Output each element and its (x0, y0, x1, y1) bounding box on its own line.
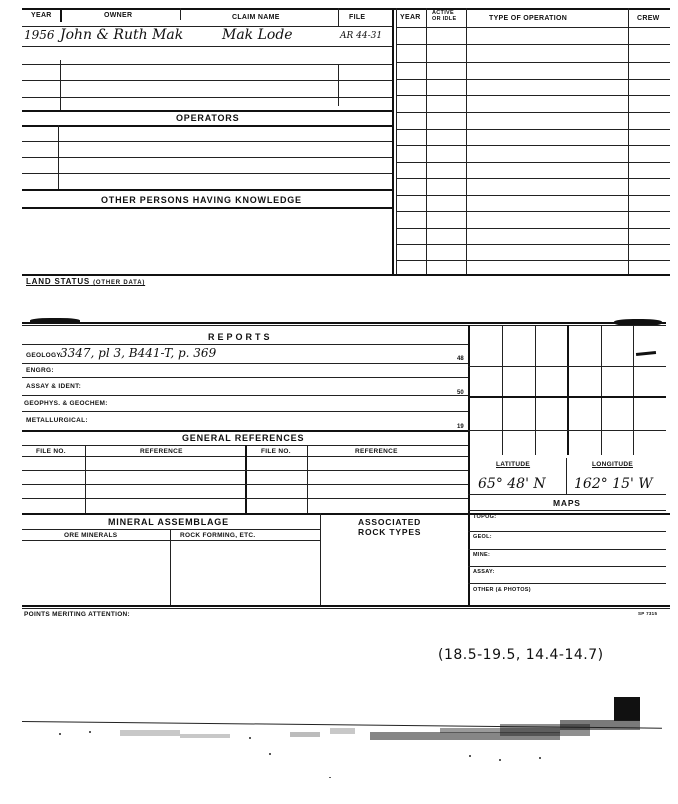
coords-note: (18.5-19.5, 14.4-14.7) (438, 647, 604, 663)
owner-col-year (60, 60, 61, 110)
topog-label: TOPOG: (473, 514, 497, 520)
bottom-border (22, 605, 670, 607)
grid-col-3 (567, 325, 569, 455)
report-row-1 (22, 363, 468, 364)
crew-header: CREW (637, 15, 660, 22)
points-meriting-label: POINTS MERITING ATTENTION: (24, 611, 131, 618)
op-row-3 (396, 79, 670, 80)
reference-header-2: REFERENCE (355, 448, 398, 455)
assay-label: ASSAY & IDENT: (26, 383, 82, 390)
op-row-7 (396, 145, 670, 146)
type-of-operation-header: TYPE OF OPERATION (489, 15, 568, 22)
grid-row-2 (468, 396, 666, 398)
latlong-bottom (468, 494, 666, 495)
owner-col-file (338, 64, 339, 106)
other-persons-bottom (22, 207, 392, 209)
entry-year: 1956 (24, 28, 55, 42)
scan-noise (20, 718, 670, 778)
entry-file: AR 44-31 (340, 31, 383, 41)
claim-name-header: CLAIM NAME (232, 14, 280, 21)
owner-row-4 (22, 97, 392, 98)
gen-ref-row-2 (22, 484, 468, 485)
active-sep (466, 8, 467, 274)
maps-row-3 (468, 566, 666, 567)
reports-title-line (22, 344, 468, 345)
grid-col-1 (502, 325, 503, 455)
year-header: YEAR (31, 12, 52, 19)
reports-top-border-2 (22, 325, 666, 326)
right-panel-divider (468, 325, 470, 605)
gen-ref-col-2 (245, 445, 247, 513)
gen-ref-row-1 (22, 470, 468, 471)
active-idle-header: ACTIVE OR IDLE (432, 10, 457, 22)
mineral-header-bottom (22, 540, 320, 541)
geophys-label: GEOPHYS. & GEOCHEM: (24, 400, 108, 407)
report-row-2 (22, 377, 468, 378)
report-row-4 (22, 411, 468, 412)
owner-sep (180, 8, 181, 20)
operators-title: OPERATORS (176, 113, 240, 123)
associated-col (320, 513, 321, 605)
grid-row-1 (468, 366, 666, 367)
geology-label: GEOLOGY: (26, 352, 63, 359)
ore-minerals-header: ORE MINERALS (64, 532, 118, 539)
owner-row-3 (22, 80, 392, 81)
other-persons-top (22, 189, 392, 191)
op-row-14 (396, 260, 670, 261)
form-code: SP 7315 (638, 611, 658, 616)
rock-types-label: ROCK TYPES (358, 527, 422, 537)
owner-header: OWNER (104, 12, 133, 19)
entry-owner: John & Ruth Mak (60, 27, 184, 43)
op-row-2 (396, 62, 670, 63)
longitude-label: LONGITUDE (592, 461, 633, 468)
main-divider (392, 8, 394, 274)
geology-num: 48 (457, 356, 464, 362)
op-row-8 (396, 162, 670, 163)
reports-title: REPORTS (208, 332, 273, 342)
maps-row-4 (468, 583, 666, 584)
grid-col-2 (535, 325, 536, 455)
rock-forming-header: ROCK FORMING, ETC. (180, 532, 256, 539)
metallurgical-num: 19 (457, 424, 464, 430)
geol-label: GEOL: (473, 534, 492, 540)
maps-title: MAPS (553, 498, 581, 508)
operators-bottom (22, 125, 392, 127)
mine-label: MINE: (473, 552, 491, 558)
year-sep (60, 8, 62, 22)
latlong-sep (566, 458, 567, 494)
mineral-col (170, 529, 171, 605)
grid-col-5 (633, 325, 634, 455)
gen-ref-col-1 (85, 445, 86, 513)
reports-top-border (22, 322, 666, 324)
owner-row-1 (22, 46, 392, 47)
op-row-13 (396, 244, 670, 245)
assay-map-label: ASSAY: (473, 569, 495, 575)
mineral-top (22, 513, 670, 515)
top-border (22, 8, 670, 10)
maps-row-2 (468, 549, 666, 550)
gen-ref-col-3 (307, 445, 308, 513)
grid-row-3 (468, 430, 666, 431)
op-row-5 (396, 112, 670, 113)
op-row-10 (396, 195, 670, 196)
other-persons-title: OTHER PERSONS HAVING KNOWLEDGE (101, 195, 302, 205)
general-references-title: GENERAL REFERENCES (182, 433, 305, 443)
claim-sep (338, 8, 339, 26)
op-row-1 (396, 44, 670, 45)
file-header: FILE (349, 14, 366, 21)
op-row-9 (396, 178, 670, 179)
operators-top (22, 110, 392, 112)
owner-row-2 (22, 64, 392, 65)
land-status-title: LAND STATUS (OTHER DATA) (26, 277, 146, 286)
other-photos-label: OTHER (& PHOTOS) (473, 587, 531, 593)
grid-col-4 (601, 325, 602, 455)
maps-row-1 (468, 531, 666, 532)
mineral-title-line (22, 529, 320, 530)
file-no-header-1: FILE NO. (36, 448, 66, 455)
year-right-header: YEAR (400, 14, 421, 21)
main-divider-2 (396, 8, 397, 274)
operator-row-2 (22, 157, 392, 158)
associated-label: ASSOCIATED (358, 517, 422, 527)
operator-row-3 (22, 173, 392, 174)
type-sep (628, 8, 629, 274)
operator-col (58, 125, 59, 189)
maps-title-line (468, 510, 666, 511)
bottom-border-2 (22, 608, 670, 609)
report-row-3 (22, 395, 468, 396)
year-right-sep (426, 8, 427, 274)
form-bottom (22, 274, 670, 276)
metallurgical-label: METALLURGICAL: (26, 417, 88, 424)
latitude-value: 65° 48' N (478, 476, 546, 492)
op-row-11 (396, 211, 670, 212)
engrg-label: ENGRG: (26, 367, 54, 374)
longitude-value: 162° 15' W (574, 476, 653, 492)
mineral-assemblage-title: MINERAL ASSEMBLAGE (108, 517, 229, 527)
general-ref-top (22, 430, 468, 432)
op-row-4 (396, 95, 670, 96)
reference-header-1: REFERENCE (140, 448, 183, 455)
latitude-label: LATITUDE (496, 461, 531, 468)
file-no-header-2: FILE NO. (261, 448, 291, 455)
gen-ref-row-3 (22, 498, 468, 499)
geology-value: 3347, pl 3, B441-T, p. 369 (60, 346, 217, 360)
grid-mark (636, 351, 656, 356)
assay-num: 50 (457, 390, 464, 396)
op-row-6 (396, 129, 670, 130)
entry-claim-name: Mak Lode (222, 27, 293, 43)
operator-row-1 (22, 141, 392, 142)
op-row-12 (396, 228, 670, 229)
